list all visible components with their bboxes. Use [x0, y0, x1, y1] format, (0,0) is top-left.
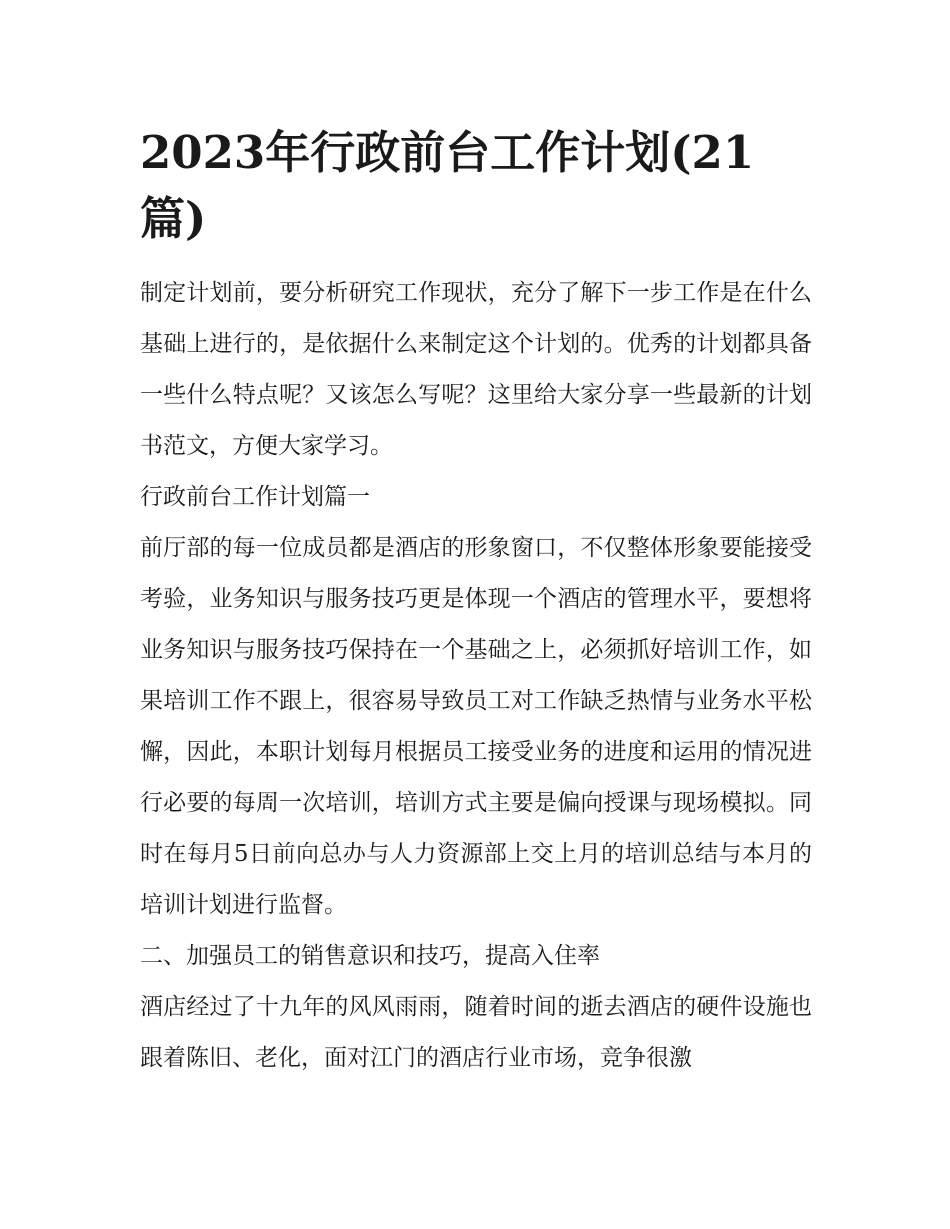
document-page — [140, 0, 812, 1084]
intro-paragraph: 制定计划前，要分析研究工作现状，充分了解下一步工作是在什么基础上进行的，是依据什么来制定这个计划的。优秀的计划都具备一些什么特点呢？又该怎么写呢？这里给大家分享一些最新的计划书范文，方便大家学习。 — [140, 280, 812, 459]
document-title: 2023年行政前台工作计划(21篇) — [140, 126, 755, 245]
section-heading-plan-one: 行政前台工作计划篇一 — [140, 484, 370, 510]
document-body — [140, 268, 812, 1084]
training-paragraph: 前厅部的每一位成员都是酒店的形象窗口，不仅整体形象要能接受考验，业务知识与服务技巧更是体现一个酒店的管理水平，要想将业务知识与服务技巧保持在一个基础之上，必须抓好培训工作，如果培训工作不跟上，很容易导致员工对工作缺乏热情与业务水平松懈，因此，本职计划每月根据员工接受业务的进度和运用的情况进行必要的每周一次培训，培训方式主要是偏向授课与现场模拟。同时在每月5日前向总办与人力资源部上交上月的培训总结与本月的培训计划进行监督。 — [140, 535, 812, 918]
hotel-paragraph: 酒店经过了十九年的风风雨雨，随着时间的逝去酒店的硬件设施也跟着陈旧、老化，面对江门的酒店行业市场，竞争很激 — [140, 994, 812, 1071]
section-heading-sales: 二、加强员工的销售意识和技巧，提高入住率 — [140, 943, 600, 969]
